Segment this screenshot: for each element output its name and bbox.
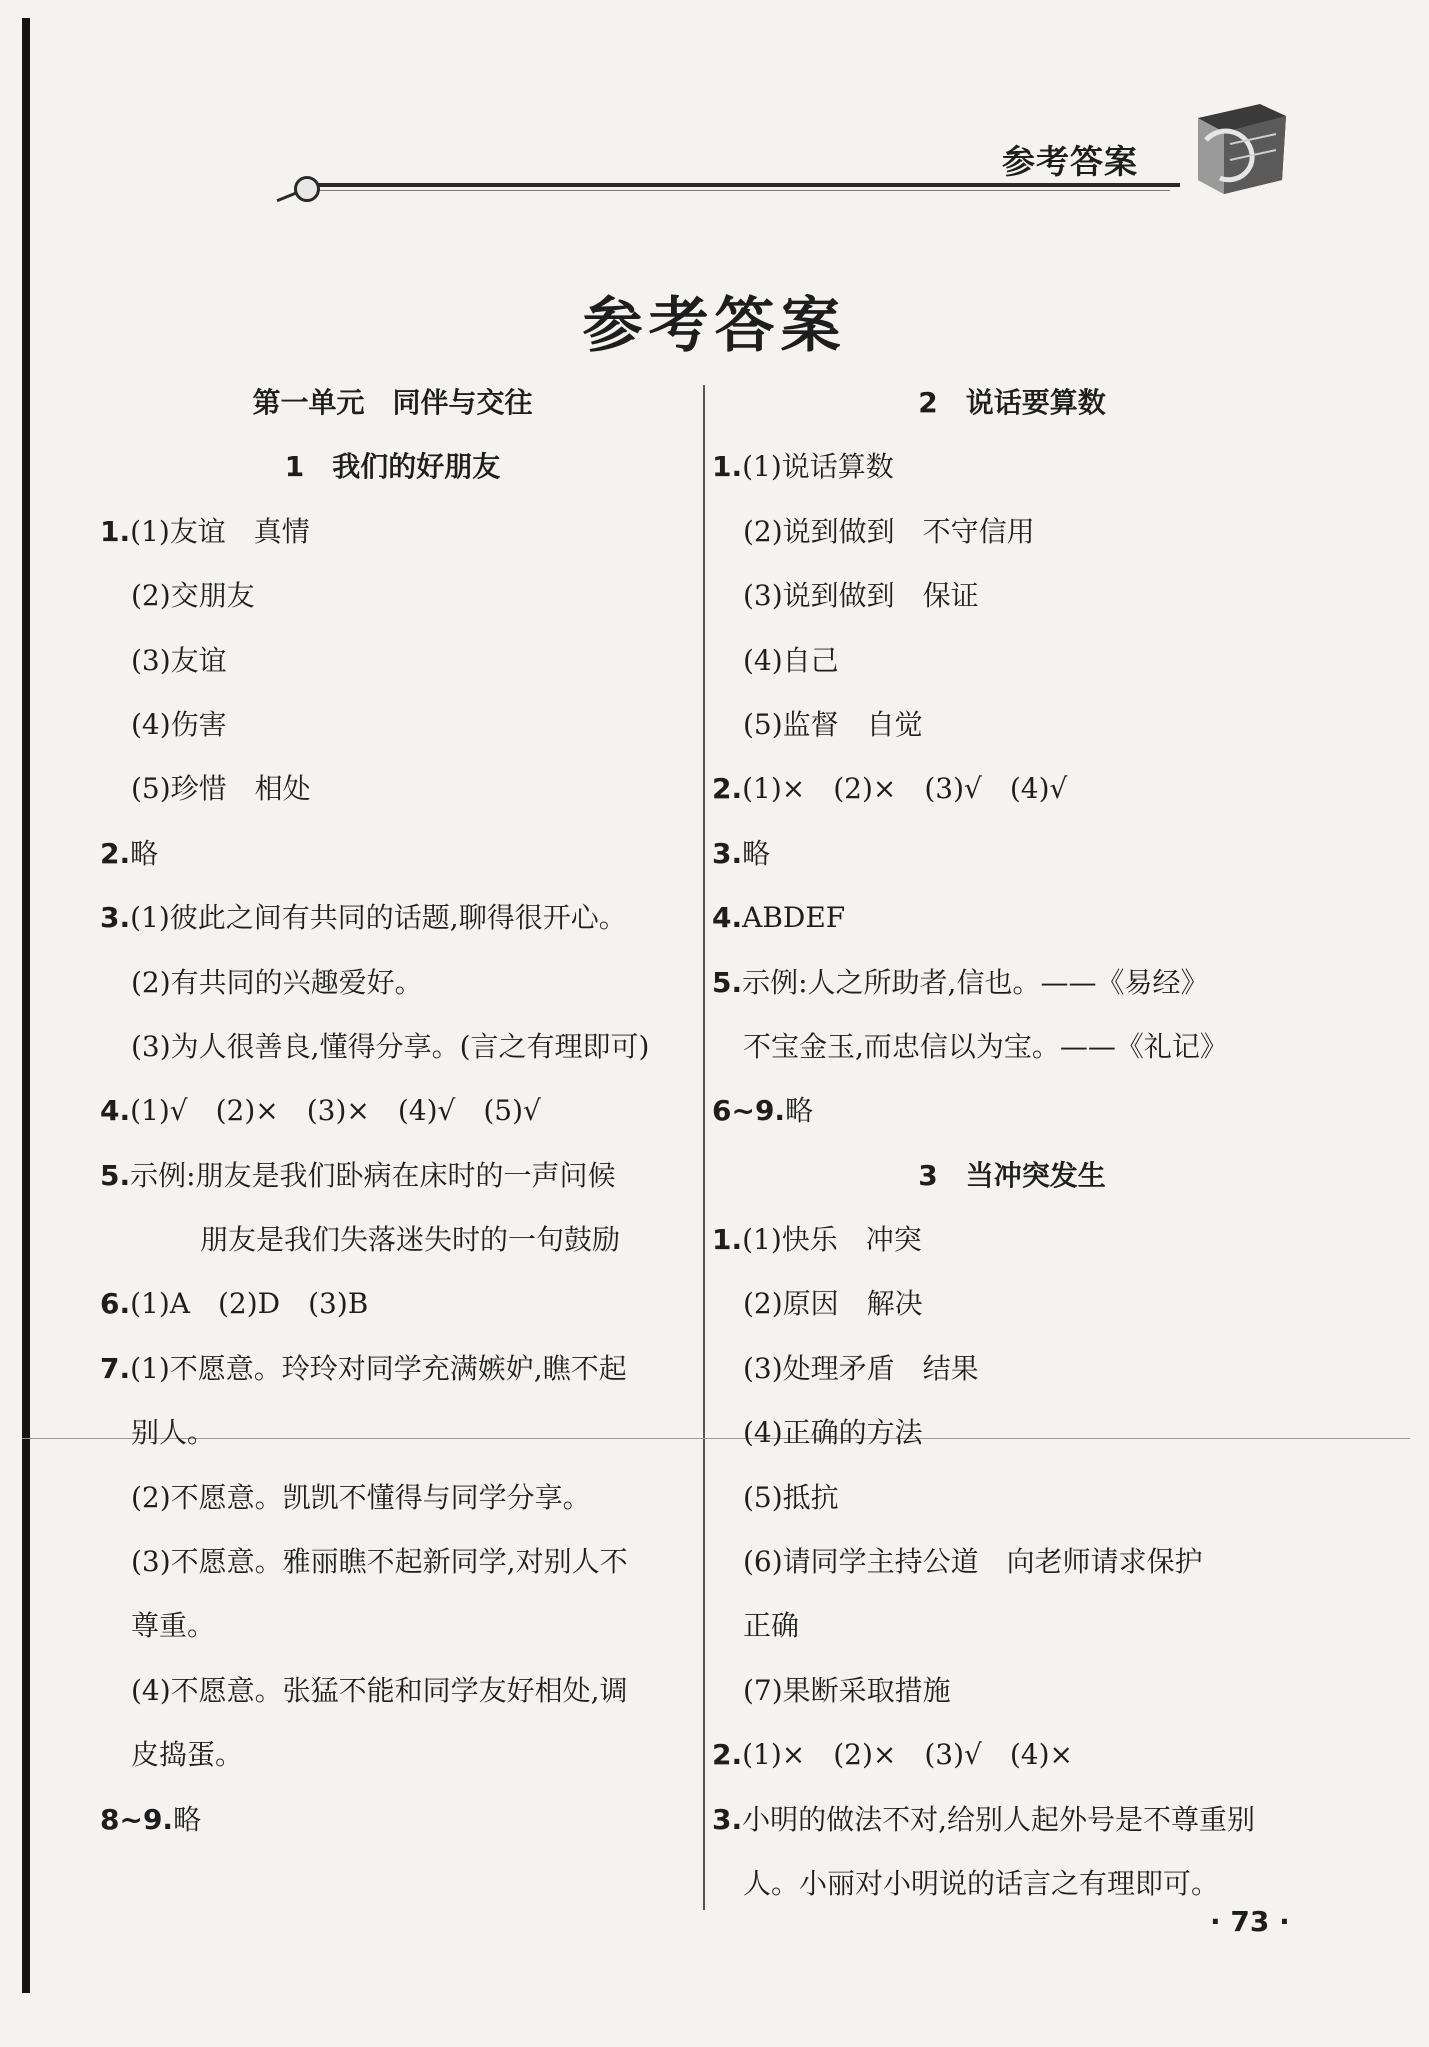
answer-text: (1)彼此之间有共同的话题,聊得很开心。 (130, 901, 627, 935)
answer-text: (1)× (2)× (3)√ (4)√ (742, 772, 1068, 806)
answer-item (100, 500, 685, 564)
answer-subline: (2)交朋友 (131, 579, 255, 613)
answer-subline: (3)友谊 (131, 643, 227, 677)
answer-subline: (2)不愿意。凯凯不懂得与同学分享。 (131, 1480, 591, 1514)
header-rule (300, 183, 1180, 187)
answer-item (100, 1337, 685, 1401)
answer-subline: 正确 (743, 1609, 800, 1643)
answer-subline: (5)珍惜 相处 (131, 772, 311, 806)
answer-number: 1. (712, 1223, 743, 1257)
answer-number: 7. (100, 1351, 131, 1385)
answer-item (712, 757, 1312, 821)
answer-item (712, 1788, 1312, 1852)
answer-text: (1)快乐 冲突 (742, 1223, 922, 1257)
section-heading: 2 说话要算数 (918, 386, 1106, 419)
answer-text: 示例:人之所助者,信也。——《易经》 (742, 965, 1209, 999)
answer-subline: 朋友是我们失落迷失时的一句鼓励 (200, 1223, 621, 1257)
magnifier-icon (294, 176, 320, 202)
answer-number: 6. (100, 1287, 131, 1321)
answer-text: 略 (130, 836, 159, 870)
section-heading: 3 当冲突发生 (918, 1158, 1106, 1192)
answer-item (100, 886, 685, 950)
page-title: 参考答案 (582, 291, 847, 361)
answer-text: 略 (173, 1802, 202, 1836)
answer-subline: (2)说到做到 不守信用 (743, 514, 1035, 548)
answer-subline: (3)说到做到 保证 (743, 579, 979, 613)
answer-item (100, 1272, 685, 1336)
answer-subline: (5)监督 自觉 (743, 707, 923, 741)
answer-text: (1)说话算数 (742, 450, 894, 484)
books-icon (1190, 100, 1290, 196)
answer-number: 4. (712, 901, 743, 935)
header-title: 参考答案 (1002, 142, 1138, 181)
answer-subline: (3)为人很善良,懂得分享。(言之有理即可) (131, 1029, 650, 1063)
answer-number: 8~9. (100, 1802, 174, 1836)
answer-subline: 尊重。 (131, 1609, 216, 1643)
answer-number: 5. (100, 1158, 131, 1192)
answer-text: (1)A (2)D (3)B (130, 1287, 369, 1321)
answer-text: ABDEF (742, 901, 846, 935)
answer-item (712, 822, 1312, 886)
answer-item (712, 435, 1312, 499)
answer-item (712, 886, 1312, 950)
answer-item (100, 1079, 685, 1143)
answer-subline: (2)原因 解决 (743, 1287, 923, 1321)
unit-heading: 第一单元 同伴与交往 (252, 386, 533, 419)
answer-item (100, 822, 685, 886)
answer-text: (1)× (2)× (3)√ (4)× (742, 1738, 1073, 1772)
answer-text: 示例:朋友是我们卧病在床时的一声问候 (130, 1158, 616, 1192)
answer-item (712, 951, 1312, 1015)
answer-text: 略 (785, 1094, 814, 1128)
answer-subline: (4)不愿意。张猛不能和同学友好相处,调 (131, 1673, 628, 1707)
answer-subline: 皮捣蛋。 (131, 1738, 244, 1772)
answer-text: 小明的做法不对,给别人起外号是不尊重别 (742, 1802, 1256, 1836)
answer-text: 略 (742, 836, 771, 870)
answer-number: 3. (100, 901, 131, 935)
answer-subline: (4)伤害 (131, 707, 227, 741)
answer-subline: (3)处理矛盾 结果 (743, 1351, 979, 1385)
answer-subline: (4)正确的方法 (743, 1416, 923, 1450)
answer-text: (1)不愿意。玲玲对同学充满嫉妒,瞧不起 (130, 1351, 627, 1385)
answer-number: 5. (712, 965, 743, 999)
answer-subline: (6)请同学主持公道 向老师请求保护 (743, 1545, 1203, 1579)
answer-subline: (4)自己 (743, 643, 839, 677)
answer-number: 2. (712, 1738, 743, 1772)
answer-subline: 别人。 (131, 1416, 216, 1450)
answer-item (100, 1788, 685, 1852)
section-heading: 1 我们的好朋友 (284, 450, 501, 484)
answer-item (712, 1723, 1312, 1787)
answer-number: 6~9. (712, 1094, 786, 1128)
answer-number: 1. (100, 514, 131, 548)
answer-number: 4. (100, 1094, 131, 1128)
left-column (100, 371, 685, 1852)
answer-subline: (7)果断采取措施 (743, 1673, 951, 1707)
answer-subline: 不宝金玉,而忠信以为宝。——《礼记》 (743, 1029, 1228, 1063)
answer-text: (1)√ (2)× (3)× (4)√ (5)√ (130, 1094, 541, 1128)
answer-item (712, 1079, 1312, 1143)
right-column (712, 371, 1312, 1916)
answer-number: 2. (100, 836, 131, 870)
column-divider (703, 385, 705, 1910)
answer-number: 3. (712, 836, 743, 870)
answer-item (100, 1144, 685, 1208)
answer-subline: (3)不愿意。雅丽瞧不起新同学,对别人不 (131, 1545, 628, 1579)
page-number: · 73 · (1210, 1905, 1290, 1938)
header-rule-thin (300, 190, 1170, 191)
answer-subline: (2)有共同的兴趣爱好。 (131, 965, 423, 999)
answer-text: (1)友谊 真情 (130, 514, 310, 548)
answer-subline: (5)抵抗 (743, 1480, 839, 1514)
answer-item (712, 1208, 1312, 1272)
answer-number: 3. (712, 1802, 743, 1836)
answer-number: 2. (712, 772, 743, 806)
answer-subline: 人。小丽对小明说的话言之有理即可。 (743, 1866, 1220, 1900)
answer-number: 1. (712, 450, 743, 484)
